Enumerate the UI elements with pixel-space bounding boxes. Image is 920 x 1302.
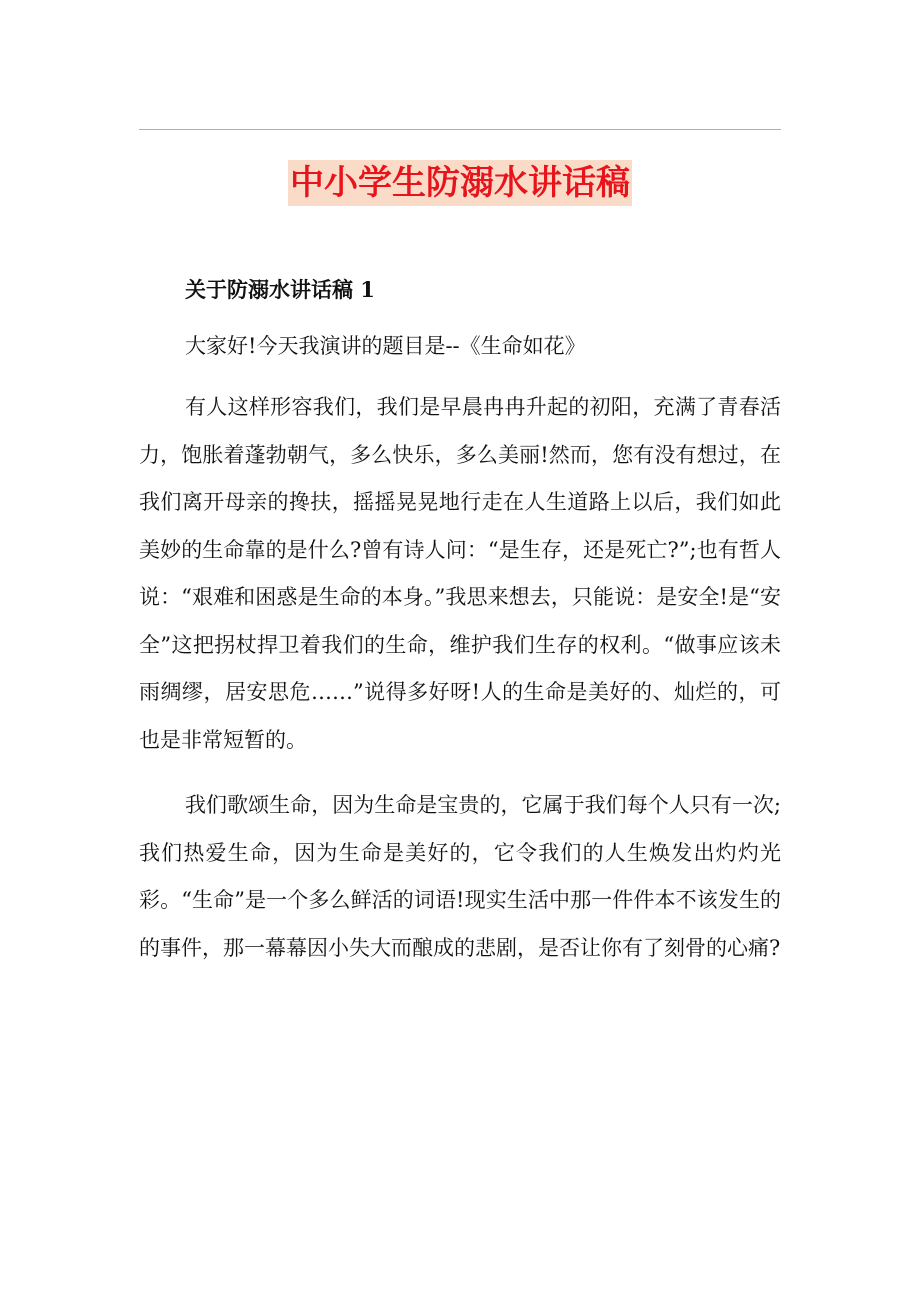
paragraph-greeting: 大家好!今天我演讲的题目是--《生命如花》: [185, 334, 586, 358]
document-body: [139, 268, 781, 990]
section-heading: 关于防溺水讲话稿 1: [185, 277, 375, 302]
paragraph-body-1: 有人这样形容我们，我们是早晨冉冉升起的初阳，充满了青春活力，饱胀着蓬勃朝气，多么快乐，多么美丽!然而，您有没有想过，在我们离开母亲的搀扶，摇摇晃晃地行走在人生道路上以后，我们如此美妙的生命靠的是什么?曾有诗人问：“是生存，还是死亡?”;也有哲人说：“艰难和困惑是生命的本身。”我思来想去，只能说：是安全!是“安全”这把拐杖捍卫着我们的生命，维护我们生存的权利。“做事应该未雨绸缪，居安思危……”说得多好呀!人的生命是美好的、灿烂的，可也是非常短暂的。: [139, 395, 781, 752]
document-title: 中小学生防溺水讲话稿: [288, 160, 632, 206]
title-container: [0, 160, 920, 206]
paragraph-body-2: 我们歌颂生命，因为生命是宝贵的，它属于我们每个人只有一次;我们热爱生命，因为生命是美好的，它令我们的人生焕发出灼灼光彩。“生命”是一个多么鲜活的词语!现实生活中那一件件本不该发生的的事件，那一幕幕因小失大而酿成的悲剧，是否让你有了刻骨的心痛?: [139, 793, 781, 960]
header-rule: [139, 129, 781, 130]
